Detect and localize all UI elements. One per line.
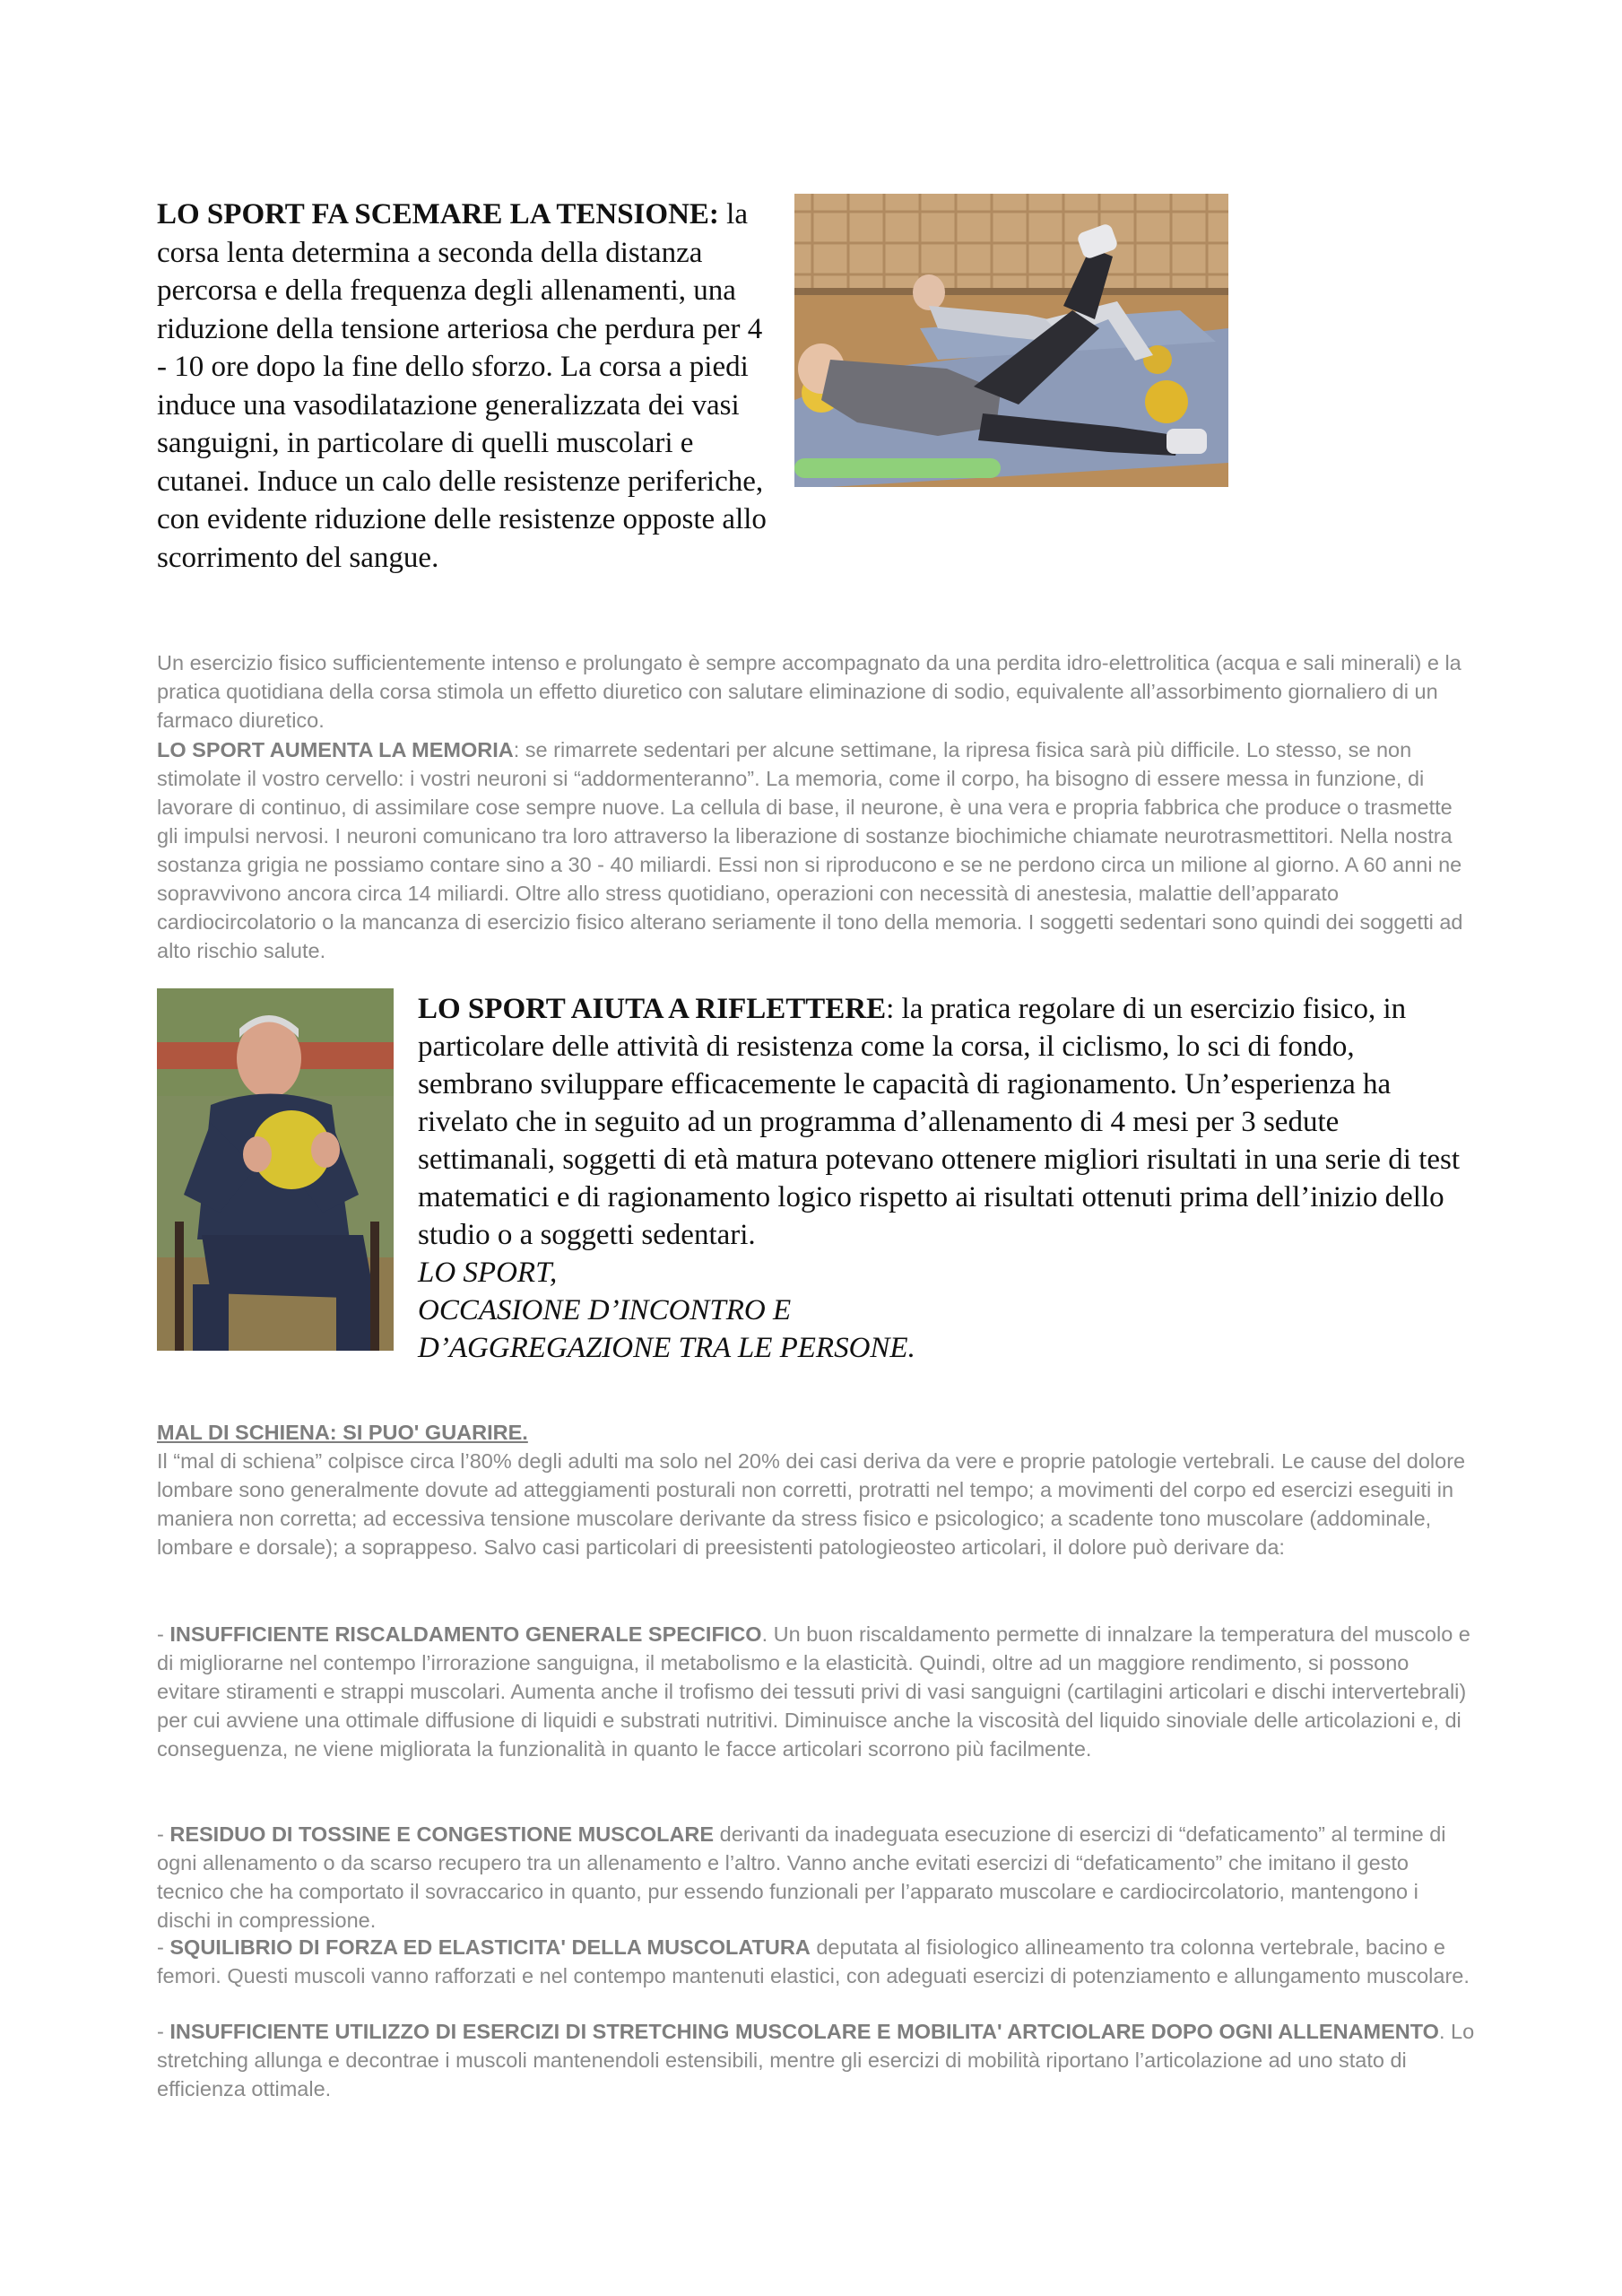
- item-2-title: RESIDUO DI TOSSINE E CONGESTIONE MUSCOLARE: [169, 1822, 715, 1846]
- section-memory: [157, 735, 1475, 965]
- back-pain-item-1: [157, 1620, 1475, 1763]
- item-3-title: SQUILIBRIO DI FORZA ED ELASTICITA' DELLA MUSCOLATURA: [169, 1935, 811, 1959]
- item-3-prefix: -: [157, 1935, 170, 1959]
- section-back-pain: [157, 1418, 1475, 1561]
- back-pain-item-2: [157, 1820, 1475, 1935]
- italic-line-2: OCCASIONE D’INCONTRO E: [418, 1294, 792, 1326]
- item-1-prefix: -: [157, 1622, 170, 1646]
- back-pain-item-3: [157, 1933, 1475, 1990]
- item-4-prefix: -: [157, 2020, 170, 2043]
- italic-line-3: D’AGGREGAZIONE TRA LE PERSONE.: [418, 1332, 915, 1364]
- italic-line-1: LO SPORT,: [418, 1257, 558, 1289]
- paragraph-diuretic: Un esercizio fisico sufficientemente intenso e prolungato è sempre accompagnato da una perdita idro-elettrolitica (acqua e sali minerali) e la pratica quotidiana della corsa stimola un effetto diuretico con salutare eliminazione di sodio, equivalente all’assorbimento giornaliero di un farmaco diuretico.: [157, 651, 1462, 732]
- section-memory-body: : se rimarrete sedentari per alcune settimane, la ripresa fisica sarà più difficile. Lo stesso, se non stimolate il vostro cervello: i vostri neuroni si “addormenteranno”. La memoria, come il corpo, ha bisogno di essere messa in funzione, di lavorare di continuo, di assimilare cose sempre nuove. La cellula di base, il neurone, è una vera e propria fabbrica che produce o trasmette gli impulsi nervosi. I neuroni comunicano tra loro attraverso la liberazione di sostanze biochimiche chiamate neurotrasmettitori. Nella nostra sostanza grigia ne possiamo contare sino a 30 - 40 miliardi. Essi non si riproducono e se ne perdono circa un milione al giorno. A 60 anni ne sopravvivono ancora circa 14 miliardi. Oltre allo stress quotidiano, operazioni con necessità di anestesia, malattie dell’apparato cardiocircolatorio o la mancanza di esercizio fisico alterano seriamente il tono della memoria. I soggetti sedentari sono quindi dei soggetti ad alto rischio salute.: [157, 738, 1463, 962]
- item-1-title: INSUFFICIENTE RISCALDAMENTO GENERALE SPECIFICO: [169, 1622, 762, 1646]
- item-2-prefix: -: [157, 1822, 170, 1846]
- gym-exercise-illustration: [794, 194, 1228, 487]
- item-1-text: . Un buon riscaldamento permette di innalzare la temperatura del muscolo e di migliorarne nel contempo l’irrorazione sanguigna, il metabolismo e la elasticità. Quindi, oltre ad un maggiore rendimento, si possono evitare stiramenti e strappi muscolari. Aumenta anche il trofismo dei tessuti privi di vasi sanguigni (cartilagini articolari e dischi intervertebrali) per cui avviene una ottimale diffusione di liquidi e substrati nutritivi. Diminuisce anche la viscosità del liquido sinoviale delle articolazioni e, di conseguenza, ne viene migliorata la funzionalità in quanto le facce articolari scorrono più facilmente.: [157, 1622, 1470, 1761]
- section-reflection-body: : la pratica regolare di un esercizio fisico, in particolare delle attività di resistenza come la corsa, il ciclismo, lo sci di fondo, sembrano sviluppare efficacemente le capacità di ragionamento. Un’esperienza ha rivelato che in seguito ad un programma d’allenamento di 4 mesi per 3 sedute settimanali, soggetti di età matura potevano ottenere migliori risultati in una serie di test matematici e di ragionamento logico rispetto ai risultati ottenuti prima dell’inizio dello studio o a soggetti sedentari.: [418, 993, 1461, 1251]
- back-pain-heading: MAL DI SCHIENA: SI PUO' GUARIRE.: [157, 1421, 528, 1444]
- back-pain-item-4: [157, 2017, 1475, 2103]
- item-4-text: . Lo stretching allunga e decontrae i muscoli mantenendoli estensibili, mentre gli esercizi di mobilità riportano l’articolazione ad uno stato di efficienza ottimale.: [157, 2020, 1475, 2100]
- item-3-text: deputata al fisiologico allineamento tra colonna vertebrale, bacino e femori. Questi muscoli vanno rafforzati e nel contempo mantenuti elastici, con adeguati esercizi di potenziamento e allungamento muscolare.: [157, 1935, 1470, 1987]
- section-reflection: [418, 990, 1476, 1367]
- seated-ball-photo: [157, 988, 394, 1351]
- seated-ball-illustration: [157, 988, 394, 1351]
- section-tension-body: la corsa lenta determina a seconda della distanza percorsa e della frequenza degli allenamenti, una riduzione della tensione arteriosa che perdura per 4 - 10 ore dopo la fine dello sforzo. La corsa a piedi induce una vasodilatazione generalizzata dei vasi sanguigni, in particolare di quelli muscolari e cutanei. Induce un calo delle resistenze periferiche, con evidente riduzione delle resistenze opposte allo scorrimento del sangue.: [157, 198, 767, 574]
- gym-exercise-photo: [794, 194, 1228, 487]
- section-reflection-heading: LO SPORT AIUTA A RIFLETTERE: [418, 993, 887, 1025]
- item-2-text: derivanti da inadeguata esecuzione di esercizi di “defaticamento” al termine di ogni allenamento o da scarso recupero tra un allenamento e l’altro. Vanno anche evitati esercizi di “defaticamento” che imitano il gesto tecnico che ha comportato il sovraccarico in quanto, pur essendo funzionali per l’apparato muscolare e cardiocircolatorio, mantengono i dischi in compressione.: [157, 1822, 1446, 1932]
- item-4-title: INSUFFICIENTE UTILIZZO DI ESERCIZI DI STRETCHING MUSCOLARE E MOBILITA' ARTCIOLARE DOPO OGNI ALLENAMENTO: [169, 2020, 1439, 2043]
- section-tension: [157, 196, 767, 577]
- section-tension-heading: LO SPORT FA SCEMARE LA TENSIONE:: [157, 198, 719, 230]
- section-memory-heading: LO SPORT AUMENTA LA MEMORIA: [157, 738, 514, 761]
- back-pain-intro: Il “mal di schiena” colpisce circa l’80% degli adulti ma solo nel 20% dei casi deriva da vere e proprie patologie vertebrali. Le cause del dolore lombare sono generalmente dovute ad atteggiamenti posturali non corretti, protratti nel tempo; a movimenti del corpo ed esercizi eseguiti in maniera non corretta; ad eccessiva tensione muscolare derivante da stress fisico e psicologico; a scadente tono muscolare (addominale, lombare e dorsale); a soprappeso. Salvo casi particolari di preesistenti patologieosteo articolari, il dolore può derivare da:: [157, 1449, 1466, 1559]
